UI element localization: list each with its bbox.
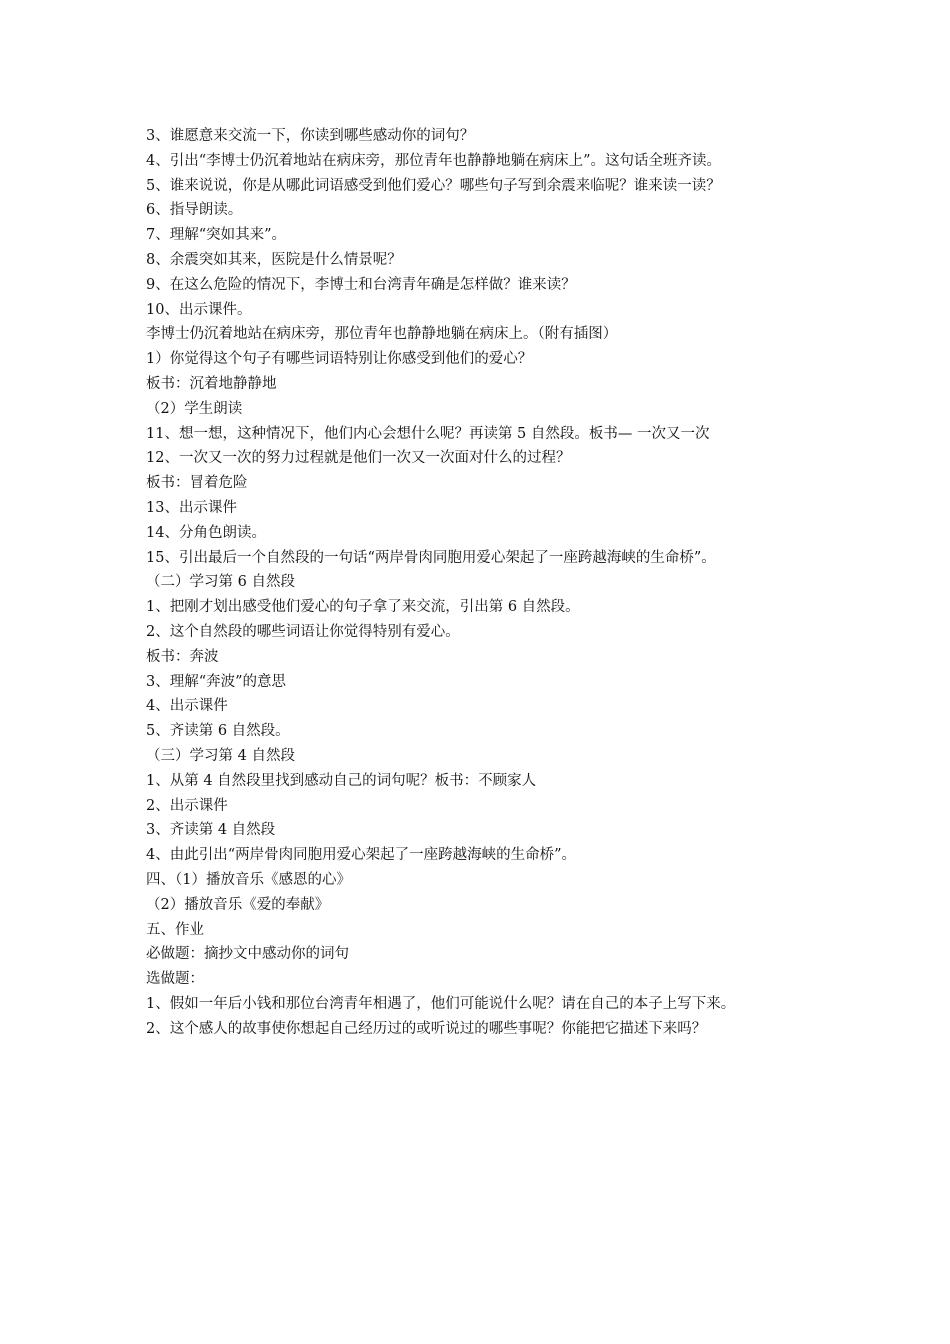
text-line: （2）学生朗读 — [146, 400, 243, 417]
text-line: 必做题：摘抄文中感动你的词句 — [146, 946, 349, 963]
text-line: 6、指导朗读。 — [146, 202, 243, 219]
text-line: 4、由此引出“两岸骨肉同胞用爱心架起了一座跨越海峡的生命桥”。 — [146, 847, 577, 864]
text-line: 选做题： — [146, 971, 204, 988]
text-line: 8、余震突如其来，医院是什么情景呢？ — [146, 251, 402, 268]
text-line: 板书：奔波 — [146, 648, 219, 665]
text-line: 4、出示课件 — [146, 698, 228, 715]
text-line: 11、想一想，这种情况下，他们内心会想什么呢？再读第 5 自然段。板书— 一次又一次 — [146, 425, 710, 442]
text-line: 2、这个感人的故事使你想起自己经历过的或听说过的哪些事呢？你能把它描述下来吗？ — [146, 1020, 707, 1037]
text-line: 12、一次又一次的努力过程就是他们一次又一次面对什么的过程？ — [146, 450, 571, 467]
text-line: 4、引出“李博士仍沉着地站在病床旁，那位青年也静静地躺在病床上”。这句话全班齐读。 — [146, 152, 722, 169]
text-line: 四、（1）播放音乐《感恩的心》 — [146, 871, 351, 888]
document-body — [146, 124, 826, 1041]
text-line: 板书：冒着危险 — [146, 475, 248, 492]
text-line: 3、谁愿意来交流一下，你读到哪些感动你的词句？ — [146, 128, 475, 144]
text-line: 7、理解“突如其来”。 — [146, 227, 287, 244]
text-line: 2、出示课件 — [146, 797, 228, 814]
text-line: 13、出示课件 — [146, 499, 237, 516]
text-line: 9、在这么危险的情况下，李博士和台湾青年确是怎样做？谁来读？ — [146, 276, 576, 293]
text-line: 1、把刚才划出感受他们爱心的句子拿了来交流，引出第 6 自然段。 — [146, 599, 580, 616]
text-line: （二）学习第 6 自然段 — [146, 574, 295, 591]
text-line: 1、从第 4 自然段里找到感动自己的词句呢？板书：不顾家人 — [146, 772, 537, 789]
text-line: 5、齐读第 6 自然段。 — [146, 723, 290, 740]
text-line: （2）播放音乐《爱的奉献》 — [146, 896, 330, 913]
text-line: 15、引出最后一个自然段的一句话“两岸骨肉同胞用爱心架起了一座跨越海峡的生命桥”。 — [146, 549, 716, 566]
text-line: 板书：沉着地静静地 — [146, 375, 277, 392]
text-line: 3、齐读第 4 自然段 — [146, 822, 276, 839]
text-line: 2、这个自然段的哪些词语让你觉得特别有爱心。 — [146, 623, 460, 640]
text-line: 1、假如一年后小钱和那位台湾青年相遇了，他们可能说什么呢？请在自己的本子上写下来。 — [146, 995, 736, 1012]
text-line: 5、谁来说说，你是从哪此词语感受到他们爱心？哪些句子写到余震来临呢？谁来读一读？ — [146, 177, 721, 194]
text-line: 3、理解“奔波”的意思 — [146, 673, 287, 690]
text-line: （三）学习第 4 自然段 — [146, 747, 295, 764]
text-line: 1）你觉得这个句子有哪些词语特别让你感受到他们的爱心？ — [146, 351, 533, 368]
text-line: 10、出示课件。 — [146, 301, 252, 318]
text-line: 五、作业 — [146, 921, 204, 938]
text-line: 14、分角色朗读。 — [146, 524, 266, 541]
text-line: 李博士仍沉着地站在病床旁，那位青年也静静地躺在病床上。（附有插图） — [146, 326, 618, 343]
